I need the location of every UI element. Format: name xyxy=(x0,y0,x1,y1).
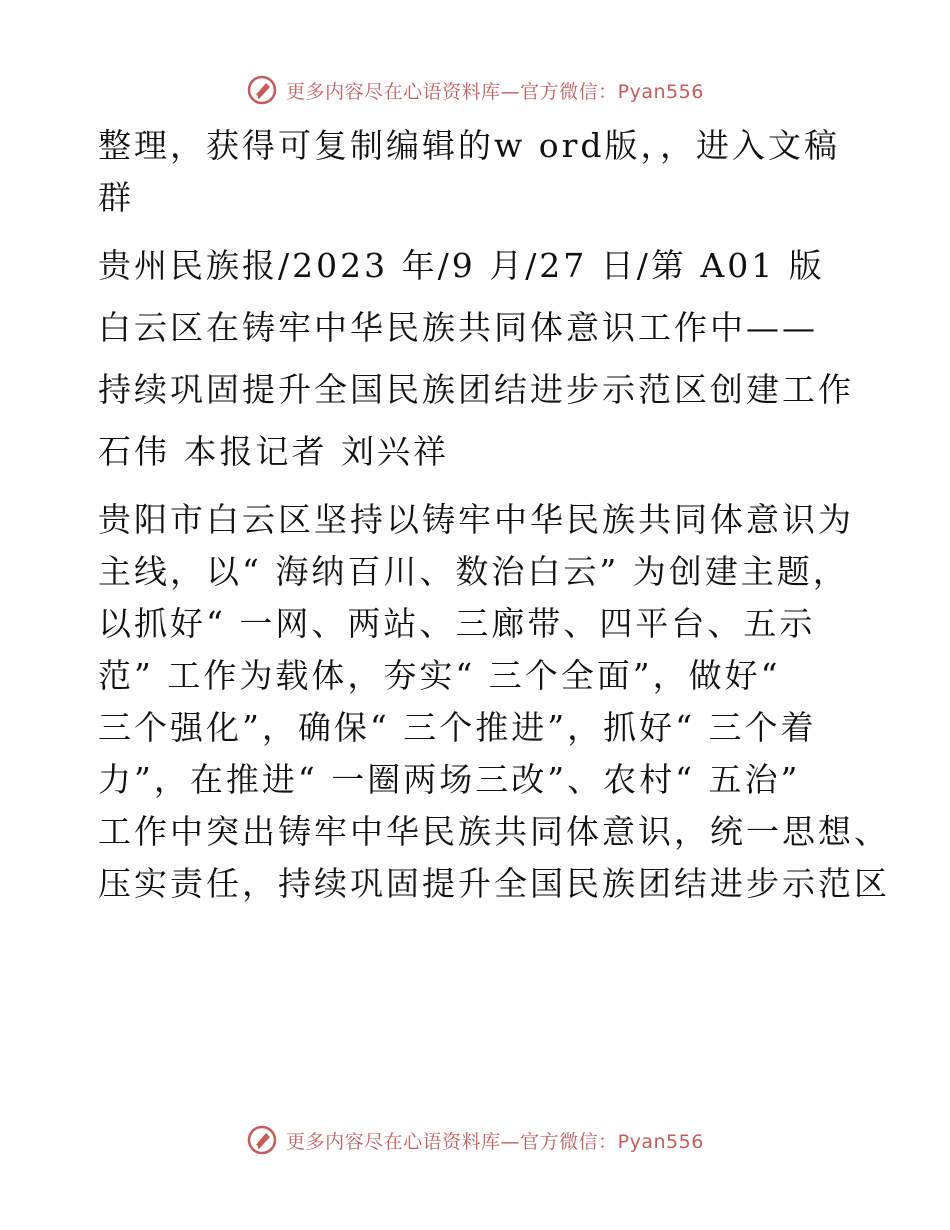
pen-logo-icon xyxy=(246,74,278,106)
header-watermark xyxy=(0,70,950,110)
watermark-wechat-id: Pyan556 xyxy=(617,1130,704,1153)
headline-line-1: 白云区在铸牢中华民族共同体意识工作中—— xyxy=(98,308,818,347)
headline-line-2: 持续巩固提升全国民族团结进步示范区创建工作 xyxy=(98,370,854,409)
paragraph-line-6: 力”，在推进“ 一圈两场三改”、农村“ 五治” xyxy=(98,760,801,799)
pen-logo-icon xyxy=(246,1124,278,1156)
watermark-text xyxy=(286,77,704,104)
footer-watermark xyxy=(0,1120,950,1160)
paragraph-line-3: 以抓好“ 一网、两站、三廊带、四平台、五示 xyxy=(98,604,816,643)
watermark-label: 更多内容尽在心语资料库—官方微信： xyxy=(286,80,618,103)
paragraph-line-1: 贵阳市白云区坚持以铸牢中华民族共同体意识为 xyxy=(98,500,854,539)
paragraph-line-2: 主线，以“ 海纳百川、数治白云” 为创建主题， xyxy=(98,552,849,591)
byline: 石伟 本报记者 刘兴祥 xyxy=(98,432,449,471)
paragraph-line-4: 范” 工作为载体，夯实“ 三个全面”，做好“ xyxy=(98,656,781,695)
paragraph-line-7: 工作中突出铸牢中华民族共同体意识，统一思想、 xyxy=(98,812,890,851)
text-line-1: 整理，获得可复制编辑的w ord版，，进入文稿 xyxy=(98,126,841,165)
watermark-label: 更多内容尽在心语资料库—官方微信： xyxy=(286,1130,618,1153)
document-body xyxy=(98,120,890,910)
watermark-wechat-id: Pyan556 xyxy=(617,80,704,103)
paragraph-line-5: 三个强化”，确保“ 三个推进”，抓好“ 三个着 xyxy=(98,708,817,747)
text-line-2: 群 xyxy=(98,178,134,217)
paragraph-line-8: 压实责任，持续巩固提升全国民族团结进步示范区 xyxy=(98,864,890,903)
watermark-text xyxy=(286,1127,704,1154)
source-line: 贵州民族报/2023 年/9 月/27 日/第 A01 版 xyxy=(98,246,825,285)
